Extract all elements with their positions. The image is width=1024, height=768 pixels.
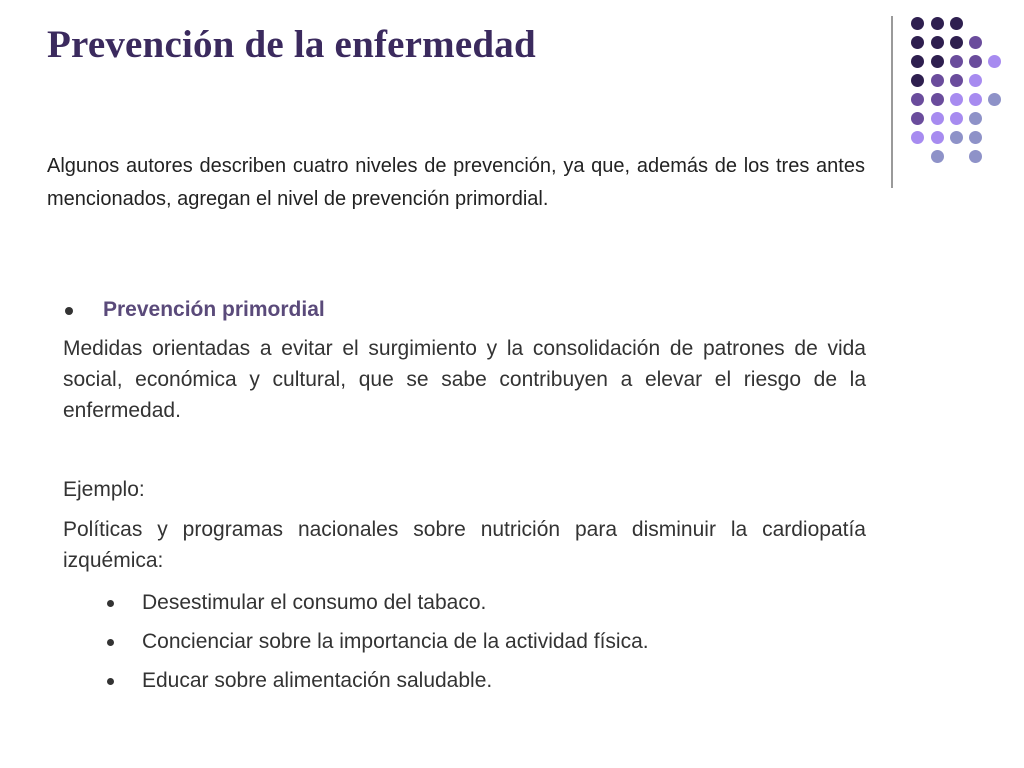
decorative-dot: [969, 55, 982, 68]
sub-bullet-list: [63, 583, 866, 700]
decorative-dot: [950, 36, 963, 49]
list-item: Desestimular el consumo del tabaco.: [142, 583, 866, 622]
decorative-dot: [969, 150, 982, 163]
decorative-dot: [988, 93, 1001, 106]
decorative-dot: [969, 131, 982, 144]
decorative-dot: [950, 55, 963, 68]
decorative-dot: [911, 36, 924, 49]
section-heading: Prevención primordial: [63, 293, 866, 326]
decorative-dot: [950, 93, 963, 106]
decorative-dot: [950, 74, 963, 87]
decorative-dot: [931, 55, 944, 68]
decorative-dot: [931, 17, 944, 30]
decorative-dot: [988, 55, 1001, 68]
decorative-dot: [911, 131, 924, 144]
decorative-dot: [969, 112, 982, 125]
decorative-dot: [931, 112, 944, 125]
vertical-divider: [891, 16, 893, 188]
intro-paragraph: Algunos autores describen cuatro niveles de prevención, ya que, además de los tres antes mencionados, agregan el nivel de prevención primordial.: [47, 155, 865, 210]
decorative-dot: [931, 36, 944, 49]
example-label: Ejemplo:: [63, 478, 145, 501]
slide-title: Prevención de la enfermedad: [47, 23, 536, 66]
slide-content: [63, 293, 866, 700]
decorative-dot: [911, 55, 924, 68]
decorative-dot: [950, 112, 963, 125]
example-paragraph: Políticas y programas nacionales sobre nutrición para disminuir la cardiopatía izquémica:: [63, 518, 866, 572]
decorative-dot: [931, 131, 944, 144]
decorative-dot: [911, 93, 924, 106]
decorative-dot: [931, 93, 944, 106]
decorative-dot: [969, 93, 982, 106]
decorative-dot: [931, 150, 944, 163]
list-item: Concienciar sobre la importancia de la actividad física.: [142, 622, 866, 661]
description-paragraph: Medidas orientadas a evitar el surgimiento y la consolidación de patrones de vida social, económica y cultural, que se sabe contribuyen a elevar el riesgo de la enfermedad.: [63, 337, 866, 422]
decorative-dot: [950, 17, 963, 30]
decorative-dot: [931, 74, 944, 87]
decorative-dot: [911, 17, 924, 30]
decorative-dot: [911, 74, 924, 87]
list-item: Educar sobre alimentación saludable.: [142, 661, 866, 700]
decorative-dot: [950, 131, 963, 144]
decorative-dot: [969, 74, 982, 87]
decorative-dot: [911, 112, 924, 125]
decorative-dot: [969, 36, 982, 49]
